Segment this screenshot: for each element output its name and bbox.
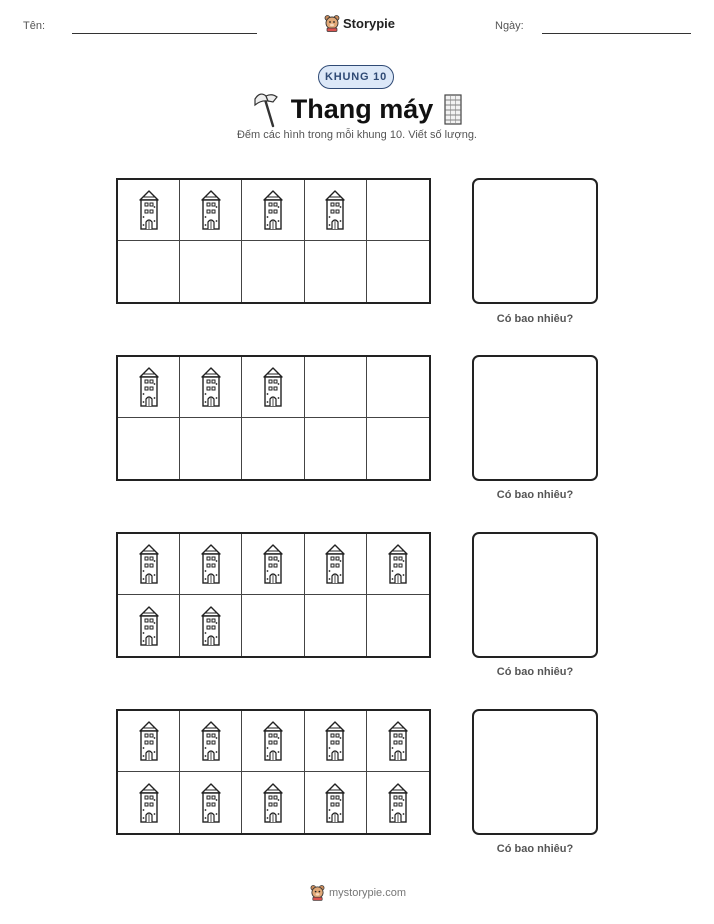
- frame-cell: [242, 711, 304, 772]
- frame-cell: [367, 595, 429, 656]
- date-line[interactable]: [542, 33, 691, 34]
- frame-cell: [305, 772, 367, 833]
- frame-cell: [242, 180, 304, 241]
- frame-cell: [180, 595, 242, 656]
- frame-cell: [118, 534, 180, 595]
- name-label: Tên:: [23, 20, 46, 32]
- storypie-logo: [324, 13, 395, 33]
- frame-cell: [242, 595, 304, 656]
- frame-cell: [367, 180, 429, 241]
- answer-label: Có bao nhiêu?: [496, 843, 574, 855]
- tower-icon: [261, 190, 285, 230]
- title-row: [245, 88, 469, 130]
- ten-frame: [116, 355, 431, 481]
- frame-cell: [305, 534, 367, 595]
- ten-frame: [116, 709, 431, 835]
- answer-box[interactable]: [472, 709, 598, 835]
- answer-label: Có bao nhiêu?: [496, 313, 574, 325]
- tower-icon: [199, 544, 223, 584]
- frame-cell: [180, 418, 242, 479]
- frame-cell: [118, 595, 180, 656]
- tower-icon: [261, 783, 285, 823]
- date-label: Ngày:: [495, 20, 524, 32]
- frame-cell: [305, 418, 367, 479]
- ten-frame: [116, 532, 431, 658]
- tower-icon: [323, 783, 347, 823]
- tower-icon: [386, 721, 410, 761]
- answer-box[interactable]: [472, 178, 598, 304]
- tower-icon: [386, 544, 410, 584]
- frame-cell: [305, 595, 367, 656]
- tower-icon: [199, 783, 223, 823]
- tower-icon: [137, 783, 161, 823]
- frame-cell: [242, 418, 304, 479]
- frame-cell: [180, 534, 242, 595]
- frame-cell: [367, 534, 429, 595]
- tower-icon: [199, 190, 223, 230]
- frame-cell: [367, 772, 429, 833]
- tower-icon: [323, 190, 347, 230]
- footer: [310, 884, 406, 901]
- instructions: Đếm các hình trong mỗi khung 10. Viết số lượng.: [236, 129, 477, 141]
- tower-icon: [137, 544, 161, 584]
- name-line[interactable]: [72, 33, 257, 34]
- answer-label: Có bao nhiêu?: [496, 666, 574, 678]
- tower-icon: [261, 721, 285, 761]
- ten-frame: [116, 178, 431, 304]
- answer-box[interactable]: [472, 355, 598, 481]
- tower-icon: [137, 606, 161, 646]
- frame-cell: [367, 241, 429, 302]
- frame-cell: [242, 357, 304, 418]
- frame-cell: [118, 180, 180, 241]
- building-icon: [443, 92, 463, 126]
- frame-cell: [118, 711, 180, 772]
- tower-icon: [137, 367, 161, 407]
- frame-cell: [305, 711, 367, 772]
- frame-cell: [242, 772, 304, 833]
- frame-cell: [118, 772, 180, 833]
- frame-cell: [367, 711, 429, 772]
- bear-icon: [310, 884, 325, 901]
- frame-cell: [118, 241, 180, 302]
- frame-cell: [180, 772, 242, 833]
- brand-name: Storypie: [343, 15, 396, 31]
- frame-cell: [305, 357, 367, 418]
- frame-cell: [118, 418, 180, 479]
- footer-url: mystorypie.com: [329, 886, 407, 899]
- tower-icon: [199, 721, 223, 761]
- frame-cell: [180, 357, 242, 418]
- frame-cell: [367, 357, 429, 418]
- frame-cell: [180, 180, 242, 241]
- frame-cell: [242, 534, 304, 595]
- frame-cell: [305, 241, 367, 302]
- bear-icon: [324, 14, 340, 32]
- tower-icon: [137, 190, 161, 230]
- page-title: Thang máy: [290, 93, 434, 124]
- axe-icon: [251, 90, 281, 128]
- worksheet-badge: KHUNG 10: [318, 65, 394, 89]
- answer-label: Có bao nhiêu?: [496, 489, 574, 501]
- tower-icon: [323, 721, 347, 761]
- frame-cell: [118, 357, 180, 418]
- tower-icon: [323, 544, 347, 584]
- tower-icon: [386, 783, 410, 823]
- tower-icon: [137, 721, 161, 761]
- frame-cell: [367, 418, 429, 479]
- answer-box[interactable]: [472, 532, 598, 658]
- tower-icon: [199, 367, 223, 407]
- tower-icon: [199, 606, 223, 646]
- frame-cell: [242, 241, 304, 302]
- frame-cell: [180, 241, 242, 302]
- frame-cell: [305, 180, 367, 241]
- frame-cell: [180, 711, 242, 772]
- tower-icon: [261, 367, 285, 407]
- tower-icon: [261, 544, 285, 584]
